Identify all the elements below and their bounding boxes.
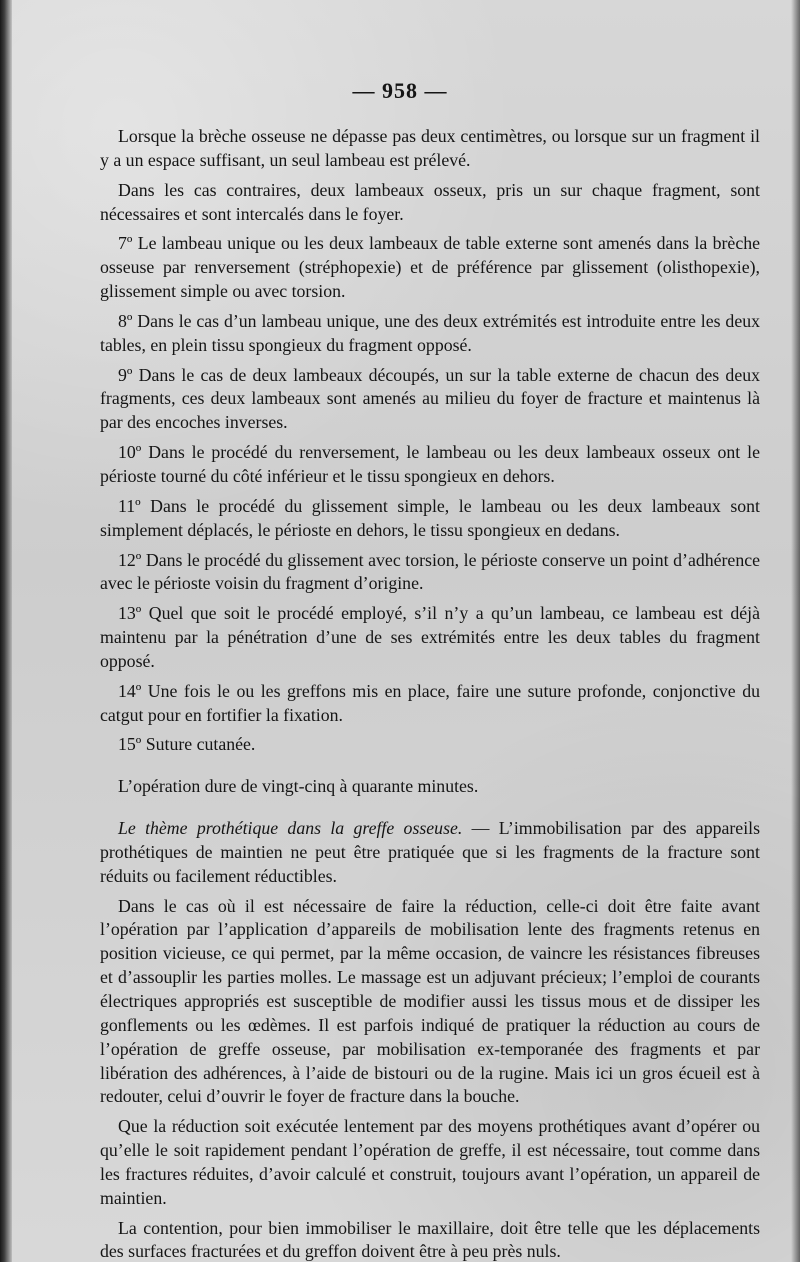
- section-paragraph-3: Que la réduction soit exécutée lentement par des moyens prothétiques avant d’opérer ou qu’elle le soit rapidement pendant l’opération de greffe, il est nécessaire, tout comme dans les fractures réduites, d’avoir calculé et construit, toujours avant l’opération, un appareil de maintien.: [100, 1116, 760, 1208]
- page-right-shadow: [791, 0, 800, 1262]
- section-gap-2: [100, 805, 760, 817]
- page-number: — 958 —: [352, 78, 448, 103]
- paragraph-10: 14º Une fois le ou les greffons mis en place, faire une suture profonde, conjonctive du catgut pour en fortifier la fixation.: [100, 680, 760, 725]
- section-intro-paragraph: [100, 817, 760, 889]
- paragraph-1: Lorsque la brèche osseuse ne dépasse pas deux centimètres, ou lorsque sur un fragment il y a un espace suffisant, un seul lambeau est prélevé.: [100, 126, 760, 170]
- paragraph-3: 7º Le lambeau unique ou les deux lambeaux de table externe sont amenés dans la brèche osseuse par renversement (stréphopexie) et de préférence par glissement (olisthopexie), glissement simple ou avec torsion.: [100, 233, 760, 302]
- paragraph-11: 15º Suture cutanée.: [118, 734, 256, 755]
- page-text: [100, 125, 760, 1262]
- section-gap: [100, 763, 760, 775]
- page-left-shadow: [0, 0, 12, 1262]
- paragraph-9: 13º Quel que soit le procédé employé, s’il n’y a qu’un lambeau, ce lambeau est déjà maintenu par la pénétration d’une de ses extrémités entre les deux tables du fragment opposé.: [100, 603, 760, 671]
- section-paragraph-4: La contention, pour bien immobiliser le maxillaire, doit être telle que les déplacements des surfaces fracturées et du greffon doivent être à peu près nuls.: [100, 1217, 760, 1262]
- paragraph-8: 12º Dans le procédé du glissement avec torsion, le périoste conserve un point d’adhérence avec le périoste voisin du fragment d’origine.: [100, 549, 760, 594]
- section-paragraph-2: Dans le cas où il est nécessaire de faire la réduction, celle-ci doit être faite avant l’opération par l’application d’appareils de mobilisation lente des fragments retenus en position vicieuse, ce qui permet, par la même occasion, de vaincre les résistances fibreuses et d’assouplir les parties molles. Le massage est un adjuvant précieux; l’emploi de courants électriques appropriés est susceptible de modifier aussi les tissus mous et de dissiper les gonflements ou les œdèmes. Il est parfois indiqué de pratiquer la réduction au cours de l’opération de greffe osseuse, par mobilisation ex-temporanée des fragments et par libération des adhérences, à l’aide de bistouri ou de la rugine. Mais ici un gros écueil est à redouter, celui d’ouvrir le foyer de fracture dans la bouche.: [100, 895, 760, 1107]
- paragraph-6: 10º Dans le procédé du renversement, le lambeau ou les deux lambeaux osseux ont le périoste tourné du côté inférieur et le tissu spongieux en dehors.: [100, 442, 760, 486]
- section-title: Le thème prothétique dans la greffe osseuse.: [118, 818, 463, 839]
- paragraph-7: 11º Dans le procédé du glissement simple, le lambeau ou les deux lambeaux sont simplement déplacés, le périoste en dehors, le tissu spongieux en dedans.: [100, 495, 760, 540]
- paragraph-12: L’opération dure de vingt-cinq à quarante minutes.: [118, 776, 479, 797]
- paragraph-4: 8º Dans le cas d’un lambeau unique, une des deux extrémités est introduite entre les deux tables, en plein tissu spongieux du fragment opposé.: [100, 310, 760, 355]
- section-intro-text: — L’immobilisation par des appareils prothétiques de maintien ne peut être pratiquée que si les fragments de la fracture sont réduits ou facilement réductibles.: [100, 818, 760, 886]
- paragraph-2: Dans les cas contraires, deux lambeaux osseux, pris un sur chaque fragment, sont nécessaires et sont intercalés dans le foyer.: [100, 179, 760, 224]
- paragraph-5: 9º Dans le cas de deux lambeaux découpés, un sur la table externe de chacun des deux fragments, ces deux lambeaux sont amenés au milieu du foyer de fracture et maintenus là par des encoches inverses.: [100, 364, 760, 433]
